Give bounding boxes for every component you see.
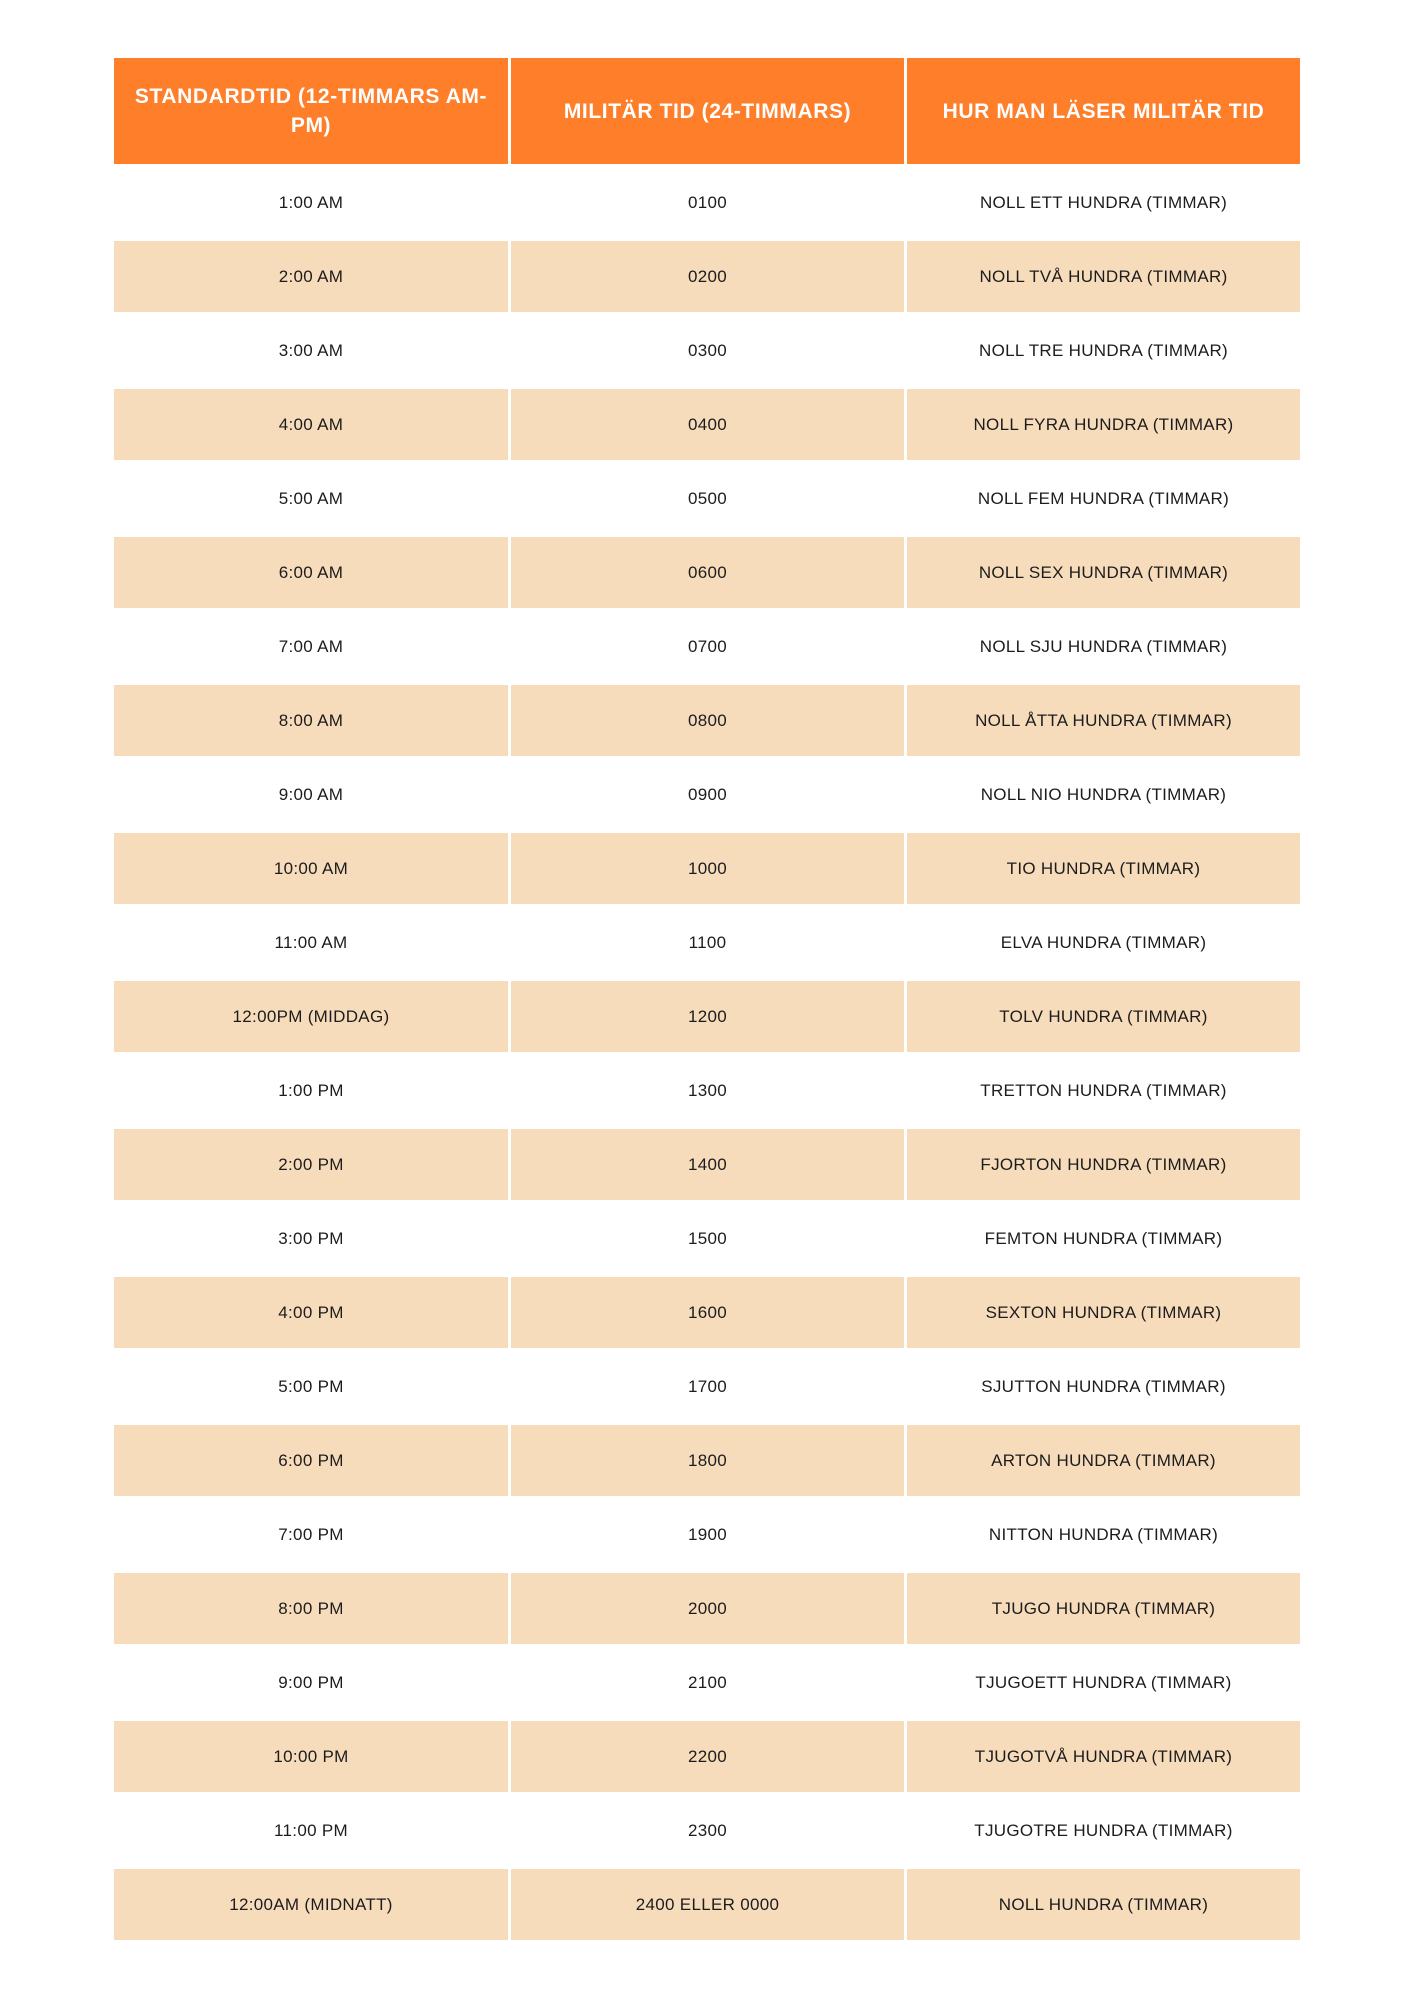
cell-how-to-read: ELVA HUNDRA (TIMMAR) [907, 907, 1300, 978]
cell-how-to-read: TJUGO HUNDRA (TIMMAR) [907, 1573, 1300, 1644]
table-row [114, 1055, 1300, 1126]
header-standard-time: STANDARDTID (12-TIMMARS AM-PM) [114, 58, 508, 164]
table-row [114, 315, 1300, 386]
cell-military-time: 0900 [511, 759, 904, 830]
cell-military-time: 0700 [511, 611, 904, 682]
cell-how-to-read: TIO HUNDRA (TIMMAR) [907, 833, 1300, 904]
cell-how-to-read: NOLL ETT HUNDRA (TIMMAR) [907, 167, 1300, 238]
cell-military-time: 0300 [511, 315, 904, 386]
cell-how-to-read: TJUGOTVÅ HUNDRA (TIMMAR) [907, 1721, 1300, 1792]
cell-military-time: 2200 [511, 1721, 904, 1792]
table-row [114, 241, 1300, 312]
cell-standard-time: 7:00 AM [114, 611, 508, 682]
table-row [114, 1351, 1300, 1422]
cell-standard-time: 7:00 PM [114, 1499, 508, 1570]
cell-military-time: 1500 [511, 1203, 904, 1274]
cell-standard-time: 5:00 AM [114, 463, 508, 534]
cell-how-to-read: NOLL TRE HUNDRA (TIMMAR) [907, 315, 1300, 386]
cell-how-to-read: TJUGOTRE HUNDRA (TIMMAR) [907, 1795, 1300, 1866]
cell-how-to-read: TRETTON HUNDRA (TIMMAR) [907, 1055, 1300, 1126]
cell-military-time: 0400 [511, 389, 904, 460]
table-row [114, 685, 1300, 756]
table-header-row [114, 58, 1300, 164]
table-row [114, 1499, 1300, 1570]
cell-how-to-read: SEXTON HUNDRA (TIMMAR) [907, 1277, 1300, 1348]
cell-standard-time: 4:00 PM [114, 1277, 508, 1348]
cell-military-time: 0800 [511, 685, 904, 756]
cell-how-to-read: NOLL SEX HUNDRA (TIMMAR) [907, 537, 1300, 608]
table-row [114, 389, 1300, 460]
table-row [114, 833, 1300, 904]
cell-standard-time: 10:00 PM [114, 1721, 508, 1792]
header-how-to-read: HUR MAN LÄSER MILITÄR TID [907, 58, 1300, 164]
cell-military-time: 2100 [511, 1647, 904, 1718]
cell-standard-time: 6:00 PM [114, 1425, 508, 1496]
cell-standard-time: 8:00 AM [114, 685, 508, 756]
cell-how-to-read: ARTON HUNDRA (TIMMAR) [907, 1425, 1300, 1496]
cell-how-to-read: NOLL NIO HUNDRA (TIMMAR) [907, 759, 1300, 830]
table-row [114, 907, 1300, 978]
cell-how-to-read: FEMTON HUNDRA (TIMMAR) [907, 1203, 1300, 1274]
cell-how-to-read: TOLV HUNDRA (TIMMAR) [907, 981, 1300, 1052]
table-row [114, 1795, 1300, 1866]
cell-how-to-read: NOLL FYRA HUNDRA (TIMMAR) [907, 389, 1300, 460]
table-row [114, 1573, 1300, 1644]
cell-standard-time: 2:00 PM [114, 1129, 508, 1200]
cell-military-time: 1100 [511, 907, 904, 978]
cell-military-time: 0600 [511, 537, 904, 608]
cell-how-to-read: TJUGOETT HUNDRA (TIMMAR) [907, 1647, 1300, 1718]
table-row [114, 1203, 1300, 1274]
table-row [114, 1129, 1300, 1200]
cell-standard-time: 9:00 AM [114, 759, 508, 830]
cell-military-time: 0200 [511, 241, 904, 312]
cell-standard-time: 3:00 PM [114, 1203, 508, 1274]
cell-how-to-read: NOLL SJU HUNDRA (TIMMAR) [907, 611, 1300, 682]
cell-military-time: 1700 [511, 1351, 904, 1422]
cell-standard-time: 9:00 PM [114, 1647, 508, 1718]
table-row [114, 759, 1300, 830]
cell-military-time: 1400 [511, 1129, 904, 1200]
cell-how-to-read: NOLL HUNDRA (TIMMAR) [907, 1869, 1300, 1940]
cell-military-time: 1600 [511, 1277, 904, 1348]
cell-standard-time: 12:00PM (MIDDAG) [114, 981, 508, 1052]
cell-military-time: 1800 [511, 1425, 904, 1496]
cell-military-time: 1300 [511, 1055, 904, 1126]
header-military-time: MILITÄR TID (24-TIMMARS) [511, 58, 904, 164]
cell-standard-time: 4:00 AM [114, 389, 508, 460]
cell-standard-time: 3:00 AM [114, 315, 508, 386]
cell-how-to-read: NOLL TVÅ HUNDRA (TIMMAR) [907, 241, 1300, 312]
military-time-table [114, 58, 1300, 1943]
cell-standard-time: 12:00AM (MIDNATT) [114, 1869, 508, 1940]
table-row [114, 611, 1300, 682]
cell-military-time: 2400 ELLER 0000 [511, 1869, 904, 1940]
cell-how-to-read: FJORTON HUNDRA (TIMMAR) [907, 1129, 1300, 1200]
cell-military-time: 2300 [511, 1795, 904, 1866]
cell-military-time: 0100 [511, 167, 904, 238]
cell-standard-time: 6:00 AM [114, 537, 508, 608]
cell-standard-time: 11:00 PM [114, 1795, 508, 1866]
cell-standard-time: 10:00 AM [114, 833, 508, 904]
cell-military-time: 0500 [511, 463, 904, 534]
table-body [114, 167, 1300, 1940]
cell-how-to-read: NOLL FEM HUNDRA (TIMMAR) [907, 463, 1300, 534]
table-row [114, 981, 1300, 1052]
cell-how-to-read: SJUTTON HUNDRA (TIMMAR) [907, 1351, 1300, 1422]
cell-military-time: 1200 [511, 981, 904, 1052]
cell-how-to-read: NOLL ÅTTA HUNDRA (TIMMAR) [907, 685, 1300, 756]
cell-standard-time: 5:00 PM [114, 1351, 508, 1422]
table-row [114, 1647, 1300, 1718]
table-row [114, 537, 1300, 608]
cell-military-time: 1900 [511, 1499, 904, 1570]
cell-standard-time: 1:00 AM [114, 167, 508, 238]
cell-standard-time: 1:00 PM [114, 1055, 508, 1126]
table-row [114, 1721, 1300, 1792]
cell-standard-time: 8:00 PM [114, 1573, 508, 1644]
table-row [114, 167, 1300, 238]
table-row [114, 1869, 1300, 1940]
table-row [114, 1425, 1300, 1496]
cell-military-time: 2000 [511, 1573, 904, 1644]
cell-military-time: 1000 [511, 833, 904, 904]
table-row [114, 1277, 1300, 1348]
table-row [114, 463, 1300, 534]
cell-standard-time: 2:00 AM [114, 241, 508, 312]
cell-standard-time: 11:00 AM [114, 907, 508, 978]
cell-how-to-read: NITTON HUNDRA (TIMMAR) [907, 1499, 1300, 1570]
